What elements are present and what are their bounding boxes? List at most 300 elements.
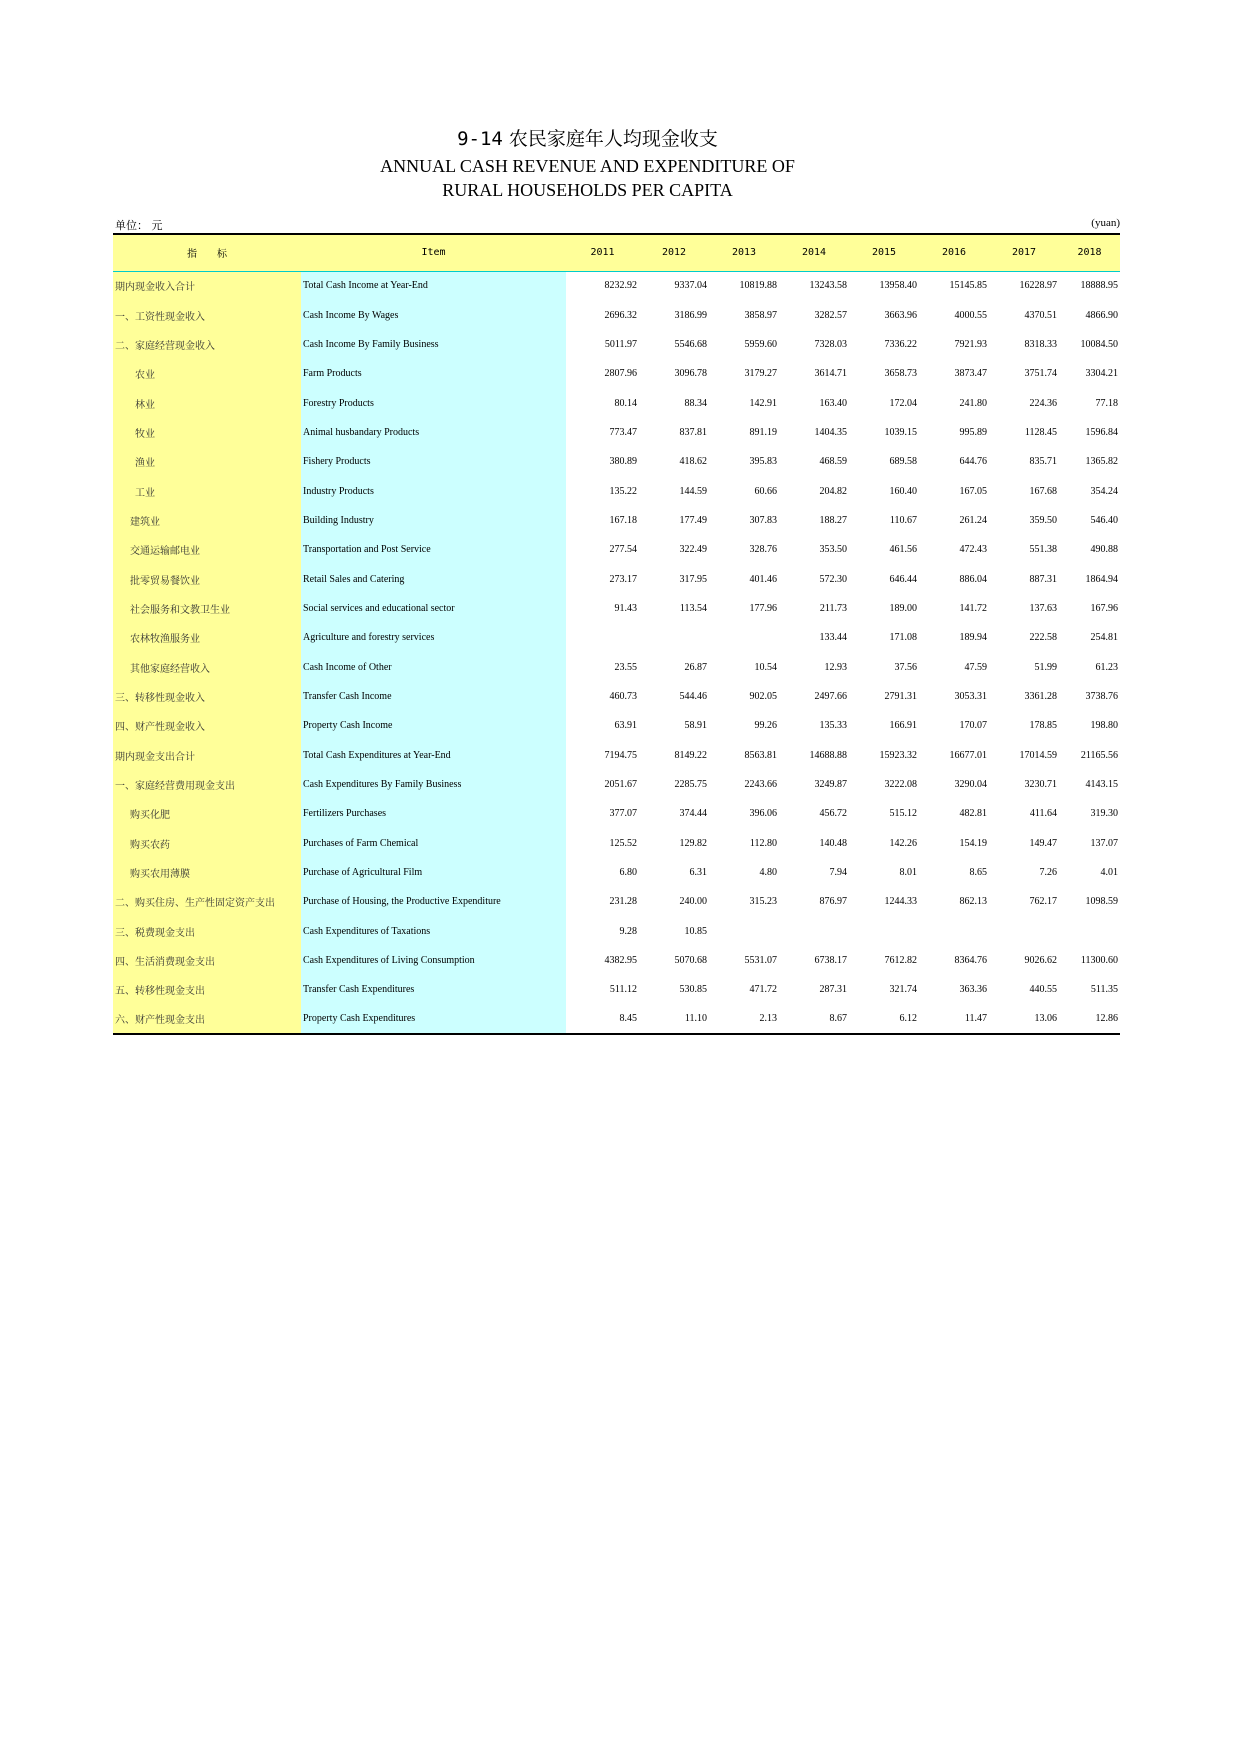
row-label-english: Cash Income of Other (301, 652, 566, 681)
value-cell: 23.55 (614, 661, 637, 673)
row-label-english: Cash Income By Family Business (301, 330, 566, 359)
row-label-english: Forestry Products (301, 388, 566, 417)
row-label-english: Farm Products (301, 359, 566, 388)
value-cell: 689.58 (889, 456, 917, 468)
value-cell: 886.04 (959, 573, 987, 585)
value-cell: 1596.84 (1085, 426, 1118, 438)
header-year: 2015 (849, 234, 919, 271)
value-cell: 9.28 (619, 925, 637, 937)
value-cell: 2.13 (709, 1005, 779, 1034)
value-cell: 3614.71 (814, 368, 847, 380)
table-body (113, 271, 1120, 1034)
value-cell: 307.83 (749, 514, 777, 526)
value-cell: 133.44 (819, 632, 847, 644)
value-cell: 3751.74 (1024, 368, 1057, 380)
value-cell: 4.01 (1100, 867, 1118, 879)
value-cell: 395.83 (749, 456, 777, 468)
value-cell: 254.81 (1090, 632, 1118, 644)
row-label-english: Total Cash Expenditures at Year-End (301, 741, 566, 770)
value-cell: 17014.59 (1019, 749, 1057, 761)
value-cell: 170.07 (959, 720, 987, 732)
table-title-english-line1: ANNUAL CASH REVENUE AND EXPENDITURE OF (380, 156, 795, 176)
row-label-chinese: 渔业 (113, 447, 301, 476)
value-cell: 773.47 (609, 426, 637, 438)
value-cell: 6738.17 (814, 955, 847, 967)
table-row (113, 741, 1120, 770)
value-cell: 77.18 (1095, 397, 1118, 409)
value-cell: 137.63 (1029, 602, 1057, 614)
header-year: 2018 (1059, 234, 1120, 271)
value-cell: 8232.92 (604, 280, 637, 292)
value-cell: 1404.35 (814, 426, 847, 438)
value-cell: 16677.01 (949, 749, 987, 761)
value-cell: 322.49 (679, 544, 707, 556)
value-cell: 3249.87 (814, 779, 847, 791)
value-cell: 1365.82 (1085, 456, 1118, 468)
value-cell: 135.33 (819, 720, 847, 732)
value-cell: 61.23 (1095, 661, 1118, 673)
value-cell: 7921.93 (954, 338, 987, 350)
value-cell: 1244.33 (884, 896, 917, 908)
row-label-chinese: 四、财产性现金收入 (113, 711, 301, 740)
value-cell: 144.59 (679, 485, 707, 497)
value-cell: 8149.22 (674, 749, 707, 761)
value-cell: 328.76 (749, 544, 777, 556)
value-cell: 277.54 (609, 544, 637, 556)
table-row (113, 447, 1120, 476)
header-item: Item (301, 234, 566, 271)
value-cell: 10819.88 (739, 280, 777, 292)
value-cell: 80.14 (614, 397, 637, 409)
row-label-chinese: 购买农药 (113, 829, 301, 858)
value-cell: 188.27 (819, 514, 847, 526)
table-row (113, 476, 1120, 505)
value-cell: 461.56 (889, 544, 917, 556)
value-cell: 7.94 (829, 867, 847, 879)
value-cell: 15923.32 (879, 749, 917, 761)
value-cell: 5959.60 (744, 338, 777, 350)
value-cell: 8.67 (779, 1005, 849, 1034)
value-cell: 167.68 (1029, 485, 1057, 497)
row-label-english: Transportation and Post Service (301, 535, 566, 564)
row-label-chinese: 期内现金支出合计 (113, 741, 301, 770)
value-cell: 546.40 (1090, 514, 1118, 526)
value-cell: 198.80 (1090, 720, 1118, 732)
value-cell: 995.89 (959, 426, 987, 438)
value-cell: 762.17 (1029, 896, 1057, 908)
value-cell: 862.13 (959, 896, 987, 908)
value-cell (639, 623, 709, 652)
value-cell: 456.72 (819, 808, 847, 820)
value-cell: 380.89 (609, 456, 637, 468)
value-cell: 4370.51 (1024, 309, 1057, 321)
row-label-chinese: 其他家庭经营收入 (113, 652, 301, 681)
value-cell: 3361.28 (1024, 690, 1057, 702)
unit-label-english: (yuan) (1091, 217, 1120, 229)
value-cell: 2497.66 (814, 690, 847, 702)
table-number: 9-14 (457, 128, 503, 150)
value-cell: 3282.57 (814, 309, 847, 321)
table-row (113, 858, 1120, 887)
value-cell: 129.82 (679, 837, 707, 849)
table-row (113, 946, 1120, 975)
header-indicator: 指 标 (113, 234, 301, 271)
value-cell: 142.91 (749, 397, 777, 409)
row-label-chinese: 批零贸易餐饮业 (113, 564, 301, 593)
value-cell: 374.44 (679, 808, 707, 820)
table-row (113, 359, 1120, 388)
value-cell: 7336.22 (884, 338, 917, 350)
value-cell: 902.05 (749, 690, 777, 702)
row-label-english: Cash Expenditures of Taxations (301, 917, 566, 946)
value-cell: 471.72 (749, 984, 777, 996)
value-cell: 13958.40 (879, 280, 917, 292)
value-cell: 189.94 (959, 632, 987, 644)
row-label-english: Fishery Products (301, 447, 566, 476)
value-cell: 317.95 (679, 573, 707, 585)
row-label-chinese: 五、转移性现金支出 (113, 975, 301, 1004)
row-label-chinese: 购买化肥 (113, 799, 301, 828)
value-cell: 60.66 (754, 485, 777, 497)
table-row (113, 975, 1120, 1004)
value-cell: 3738.76 (1085, 690, 1118, 702)
row-label-chinese: 二、购买住房、生产性固定资产支出 (113, 887, 301, 916)
value-cell: 321.74 (889, 984, 917, 996)
value-cell: 240.00 (679, 896, 707, 908)
value-cell: 4382.95 (604, 955, 637, 967)
value-cell: 172.04 (889, 397, 917, 409)
row-label-english: Animal husbandary Products (301, 418, 566, 447)
value-cell: 211.73 (819, 602, 847, 614)
value-cell: 110.67 (889, 514, 917, 526)
value-cell: 472.43 (959, 544, 987, 556)
value-cell (919, 917, 989, 946)
value-cell: 11300.60 (1080, 955, 1118, 967)
table-row (113, 564, 1120, 593)
table-row (113, 271, 1120, 300)
value-cell: 2243.66 (744, 779, 777, 791)
value-cell: 8.45 (566, 1005, 639, 1034)
value-cell: 3096.78 (674, 368, 707, 380)
value-cell: 11.10 (639, 1005, 709, 1034)
value-cell: 9026.62 (1024, 955, 1057, 967)
value-cell: 241.80 (959, 397, 987, 409)
value-cell: 140.48 (819, 837, 847, 849)
row-label-chinese: 一、家庭经营费用现金支出 (113, 770, 301, 799)
value-cell: 163.40 (819, 397, 847, 409)
value-cell: 177.96 (749, 602, 777, 614)
value-cell: 401.46 (749, 573, 777, 585)
header-year: 2014 (779, 234, 849, 271)
row-label-chinese: 二、家庭经营现金收入 (113, 330, 301, 359)
value-cell: 515.12 (889, 808, 917, 820)
table-title-chinese (0, 124, 1175, 154)
value-cell: 411.64 (1029, 808, 1057, 820)
value-cell (849, 917, 919, 946)
value-cell: 3179.27 (744, 368, 777, 380)
row-label-chinese: 农业 (113, 359, 301, 388)
header-year: 2016 (919, 234, 989, 271)
value-cell: 8364.76 (954, 955, 987, 967)
value-cell: 3663.96 (884, 309, 917, 321)
value-cell: 876.97 (819, 896, 847, 908)
title-chinese-text: 农民家庭年人均现金收支 (508, 128, 718, 150)
table-row (113, 652, 1120, 681)
value-cell: 3658.73 (884, 368, 917, 380)
value-cell (709, 623, 779, 652)
value-cell: 835.71 (1029, 456, 1057, 468)
table-row (113, 1005, 1120, 1034)
value-cell: 177.49 (679, 514, 707, 526)
row-label-english: Cash Income By Wages (301, 300, 566, 329)
row-label-chinese: 林业 (113, 388, 301, 417)
value-cell: 88.34 (684, 397, 707, 409)
value-cell: 4.80 (759, 867, 777, 879)
value-cell: 353.50 (819, 544, 847, 556)
value-cell: 16228.97 (1019, 280, 1057, 292)
value-cell (566, 623, 639, 652)
table-row (113, 887, 1120, 916)
value-cell: 354.24 (1090, 485, 1118, 497)
value-cell: 544.46 (679, 690, 707, 702)
unit-label-chinese: 单位： 元 (115, 219, 163, 232)
row-label-chinese: 建筑业 (113, 506, 301, 535)
value-cell: 58.91 (684, 720, 707, 732)
row-label-english: Purchase of Housing, the Productive Expenditure (301, 887, 566, 916)
value-cell: 287.31 (819, 984, 847, 996)
row-label-english: Building Industry (301, 506, 566, 535)
value-cell: 160.40 (889, 485, 917, 497)
value-cell: 135.22 (609, 485, 637, 497)
value-cell: 10.54 (754, 661, 777, 673)
value-cell: 396.06 (749, 808, 777, 820)
value-cell: 3290.04 (954, 779, 987, 791)
value-cell: 261.24 (959, 514, 987, 526)
value-cell: 4000.55 (954, 309, 987, 321)
row-label-english: Transfer Cash Income (301, 682, 566, 711)
value-cell: 171.08 (889, 632, 917, 644)
value-cell: 166.91 (889, 720, 917, 732)
value-cell: 125.52 (609, 837, 637, 849)
table-row (113, 917, 1120, 946)
value-cell: 572.30 (819, 573, 847, 585)
value-cell: 440.55 (1029, 984, 1057, 996)
value-cell: 4866.90 (1085, 309, 1118, 321)
value-cell: 178.85 (1029, 720, 1057, 732)
value-cell: 13243.58 (809, 280, 847, 292)
table-row (113, 388, 1120, 417)
value-cell: 8318.33 (1024, 338, 1057, 350)
value-cell: 189.00 (889, 602, 917, 614)
value-cell: 1128.45 (1024, 426, 1057, 438)
row-label-english: Purchase of Agricultural Film (301, 858, 566, 887)
value-cell: 7612.82 (884, 955, 917, 967)
value-cell: 5546.68 (674, 338, 707, 350)
header-year: 2017 (989, 234, 1059, 271)
value-cell: 4143.15 (1085, 779, 1118, 791)
value-cell: 51.99 (1034, 661, 1057, 673)
value-cell: 8.01 (899, 867, 917, 879)
row-label-chinese: 三、税费现金支出 (113, 917, 301, 946)
value-cell: 7194.75 (604, 749, 637, 761)
value-cell: 644.76 (959, 456, 987, 468)
value-cell: 113.54 (679, 602, 707, 614)
row-label-english: Industry Products (301, 476, 566, 505)
value-cell: 10.85 (684, 925, 707, 937)
table-row (113, 799, 1120, 828)
row-label-english: Transfer Cash Expenditures (301, 975, 566, 1004)
value-cell (779, 917, 849, 946)
value-cell: 319.30 (1090, 808, 1118, 820)
row-label-chinese: 社会服务和文教卫生业 (113, 594, 301, 623)
value-cell: 2807.96 (604, 368, 637, 380)
value-cell (989, 917, 1059, 946)
value-cell: 359.50 (1029, 514, 1057, 526)
table-row (113, 418, 1120, 447)
value-cell: 3304.21 (1085, 368, 1118, 380)
value-cell: 231.28 (609, 896, 637, 908)
value-cell: 13.06 (989, 1005, 1059, 1034)
value-cell: 363.36 (959, 984, 987, 996)
header-year: 2011 (566, 234, 639, 271)
value-cell: 9337.04 (674, 280, 707, 292)
table-title-english-line2: RURAL HOUSEHOLDS PER CAPITA (442, 180, 733, 200)
value-cell: 3858.97 (744, 309, 777, 321)
table-row (113, 829, 1120, 858)
value-cell: 3230.71 (1024, 779, 1057, 791)
value-cell: 167.18 (609, 514, 637, 526)
value-cell (1059, 917, 1120, 946)
value-cell: 418.62 (679, 456, 707, 468)
value-cell: 142.26 (889, 837, 917, 849)
value-cell: 5531.07 (744, 955, 777, 967)
value-cell: 490.88 (1090, 544, 1118, 556)
value-cell: 8563.81 (744, 749, 777, 761)
value-cell: 5011.97 (604, 338, 637, 350)
table-row (113, 300, 1120, 329)
header-year: 2013 (709, 234, 779, 271)
value-cell: 2696.32 (604, 309, 637, 321)
value-cell: 530.85 (679, 984, 707, 996)
row-label-chinese: 农林牧渔服务业 (113, 623, 301, 652)
value-cell: 14688.88 (809, 749, 847, 761)
value-cell: 646.44 (889, 573, 917, 585)
value-cell: 2285.75 (674, 779, 707, 791)
title-block (0, 124, 1175, 202)
table-row (113, 594, 1120, 623)
row-label-english: Purchases of Farm Chemical (301, 829, 566, 858)
value-cell: 63.91 (614, 720, 637, 732)
value-cell: 15145.85 (949, 280, 987, 292)
value-cell: 26.87 (684, 661, 707, 673)
row-label-chinese: 三、转移性现金收入 (113, 682, 301, 711)
value-cell: 460.73 (609, 690, 637, 702)
value-cell: 91.43 (614, 602, 637, 614)
table-row (113, 535, 1120, 564)
value-cell: 3186.99 (674, 309, 707, 321)
value-cell: 891.19 (749, 426, 777, 438)
value-cell: 482.81 (959, 808, 987, 820)
row-label-english: Social services and educational sector (301, 594, 566, 623)
value-cell: 18888.95 (1080, 280, 1118, 292)
row-label-chinese: 交通运输邮电业 (113, 535, 301, 564)
data-table (113, 233, 1120, 1035)
header-row (113, 234, 1120, 271)
value-cell: 511.35 (1090, 984, 1118, 996)
value-cell: 2791.31 (884, 690, 917, 702)
value-cell: 167.05 (959, 485, 987, 497)
value-cell: 137.07 (1090, 837, 1118, 849)
row-label-english: Fertilizers Purchases (301, 799, 566, 828)
header-year: 2012 (639, 234, 709, 271)
value-cell: 112.80 (749, 837, 777, 849)
row-label-chinese: 一、工资性现金收入 (113, 300, 301, 329)
value-cell: 149.47 (1029, 837, 1057, 849)
value-cell (709, 917, 779, 946)
row-label-chinese: 六、财产性现金支出 (113, 1005, 301, 1034)
value-cell: 273.17 (609, 573, 637, 585)
value-cell: 6.12 (849, 1005, 919, 1034)
table-row (113, 682, 1120, 711)
value-cell: 141.72 (959, 602, 987, 614)
row-label-english: Cash Expenditures By Family Business (301, 770, 566, 799)
value-cell: 511.12 (609, 984, 637, 996)
row-label-chinese: 四、生活消费现金支出 (113, 946, 301, 975)
row-label-english: Cash Expenditures of Living Consumption (301, 946, 566, 975)
value-cell: 21165.56 (1080, 749, 1118, 761)
value-cell: 3053.31 (954, 690, 987, 702)
value-cell: 1039.15 (884, 426, 917, 438)
value-cell: 3873.47 (954, 368, 987, 380)
value-cell: 37.56 (894, 661, 917, 673)
value-cell: 7328.03 (814, 338, 847, 350)
row-label-chinese: 期内现金收入合计 (113, 271, 301, 300)
value-cell: 6.31 (689, 867, 707, 879)
value-cell: 47.59 (964, 661, 987, 673)
row-label-english: Agriculture and forestry services (301, 623, 566, 652)
value-cell: 222.58 (1029, 632, 1057, 644)
table-row (113, 770, 1120, 799)
value-cell: 11.47 (919, 1005, 989, 1034)
row-label-english: Property Cash Expenditures (301, 1005, 566, 1034)
value-cell: 315.23 (749, 896, 777, 908)
row-label-english: Retail Sales and Catering (301, 564, 566, 593)
row-label-chinese: 工业 (113, 476, 301, 505)
row-label-english: Property Cash Income (301, 711, 566, 740)
row-label-english: Total Cash Income at Year-End (301, 271, 566, 300)
value-cell: 12.86 (1059, 1005, 1120, 1034)
value-cell: 2051.67 (604, 779, 637, 791)
value-cell: 5070.68 (674, 955, 707, 967)
value-cell: 1864.94 (1085, 573, 1118, 585)
value-cell: 3222.08 (884, 779, 917, 791)
value-cell: 1098.59 (1085, 896, 1118, 908)
value-cell: 167.96 (1090, 602, 1118, 614)
table-row (113, 330, 1120, 359)
table-row (113, 711, 1120, 740)
table-row (113, 623, 1120, 652)
value-cell: 887.31 (1029, 573, 1057, 585)
value-cell: 12.93 (824, 661, 847, 673)
table-row (113, 506, 1120, 535)
row-label-chinese: 牧业 (113, 418, 301, 447)
value-cell: 10084.50 (1080, 338, 1118, 350)
value-cell: 551.38 (1029, 544, 1057, 556)
value-cell: 7.26 (1039, 867, 1057, 879)
value-cell: 99.26 (754, 720, 777, 732)
value-cell: 224.36 (1029, 397, 1057, 409)
value-cell: 204.82 (819, 485, 847, 497)
